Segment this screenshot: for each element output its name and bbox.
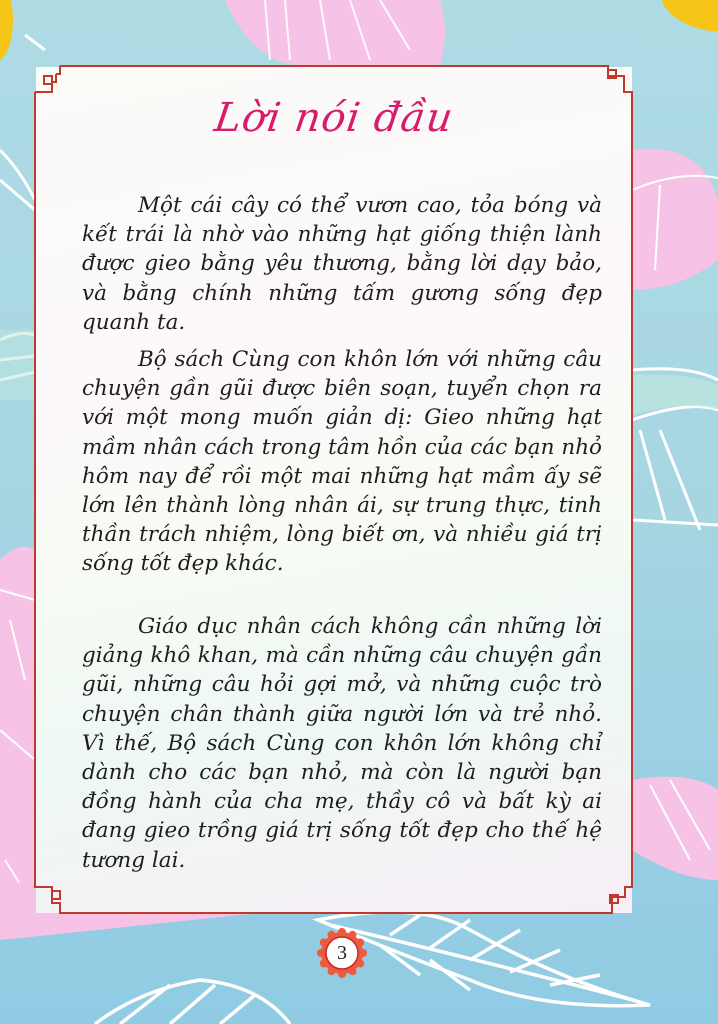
- paragraph-2-text: Bộ sách Cùng con khôn lớn với những câu chuyện gần gũi được biên soạn, tuyển chọn ra với một mong muốn giản dị: Gieo những hạt mầm nhân cách trong tâm hồn của các bạn nhỏ hôm nay để rồi một mai những hạt mầm ấy sẽ lớn lên thành lòng nhân ái, sự trung thực, tinh thần trách nhiệm, lòng biết ơn, và nhiều giá trị sống tốt đẹp khác.: [82, 347, 602, 577]
- paragraph-3: [82, 612, 602, 875]
- paragraph-1-text: Một cái cây có thể vươn cao, tỏa bóng và kết trái là nhờ vào những hạt giống thiện lành được gieo bằng yêu thương, bằng lời dạy bảo, và bằng chính những tấm gương sống đẹp quanh ta.: [82, 193, 602, 335]
- page-number-badge: [317, 928, 367, 978]
- page-number: 3: [337, 942, 347, 964]
- paragraph-2: [82, 345, 602, 579]
- paragraph-1: [82, 191, 602, 337]
- preface-content: [36, 67, 632, 913]
- page-title: Lời nói đầu: [211, 95, 457, 141]
- paragraph-3-text: Giáo dục nhân cách không cần những lời giảng khô khan, mà cần những câu chuyện gần gũi, những câu hỏi gợi mở, và những cuộc trò chuyện chân thành giữa người lớn và trẻ nhỏ. Vì thế, Bộ sách Cùng con khôn lớn không chỉ dành cho các bạn nhỏ, mà còn là người bạn đồng hành của cha mẹ, thầy cô và bất kỳ ai đang gieo trồng giá trị sống tốt đẹp cho thế hệ tương lai.: [82, 614, 602, 873]
